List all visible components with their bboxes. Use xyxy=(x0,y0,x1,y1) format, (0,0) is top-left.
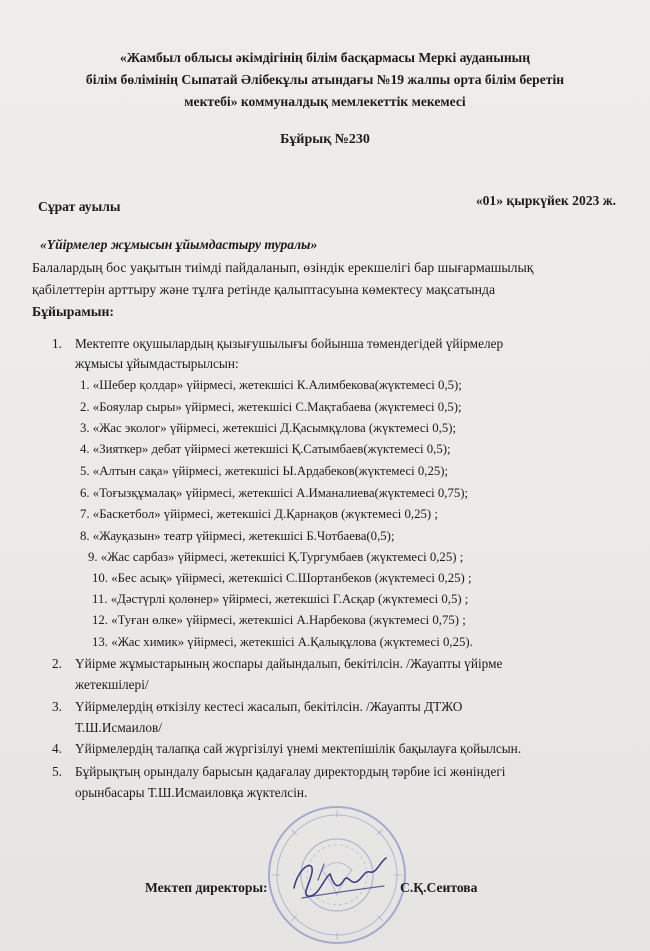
order-date: «01» қыркүйек 2023 ж. xyxy=(475,193,616,208)
club-item: 11. «Дәстүрлі қолөнер» үйірмесі, жетекшісі Г.Асқар (жүктемесі 0,5) ; xyxy=(92,592,469,606)
director-name: С.Қ.Сеитова xyxy=(400,880,478,895)
club-item: 12. «Туған өлке» үйірмесі, жетекшісі А.Нарбекова (жүктемесі 0,75) ; xyxy=(92,613,466,627)
item-text: Үйірмелердің талапқа сай жүргізілуі үнемі мектепішілік бақылауға қойылсын. xyxy=(75,741,522,756)
item-text: Бұйрықтың орындалу барысын қадағалау директордың тәрбие ісі жөніндегі xyxy=(75,764,506,779)
club-item: 9. «Жас сарбаз» үйірмесі, жетекшісі Қ.Тургумбаев (жүктемесі 0,25) ; xyxy=(88,550,464,564)
item-text: Үйірмелердің өткізілу кестесі жасалып, бекітілсін. /Жауапты ДТЖО xyxy=(75,699,463,714)
decree-word: Бұйырамын: xyxy=(32,304,115,319)
club-item: 10. «Бес асық» үйірмесі, жетекшісі С.Шортанбеков (жүктемесі 0,25) ; xyxy=(92,571,472,585)
club-item: 1. «Шебер қолдар» үйірмесі, жетекшісі К.Алимбекова(жүктемесі 0,5); xyxy=(80,378,462,392)
item-text: жұмысы ұйымдастырылсын: xyxy=(75,356,239,371)
header-line-2: білім бөлімінің Сыпатай Әлібекұлы атындағы №19 жалпы орта білім беретін xyxy=(85,72,565,87)
place-name: Сұрат ауылы xyxy=(38,199,121,214)
order-subject: «Үйірмелер жұмысын ұйымдастыру туралы» xyxy=(40,237,318,252)
header-line-1: «Жамбыл облысы әкімдігінің білім басқармасы Меркі ауданының xyxy=(119,50,531,65)
club-item: 8. «Жауқазын» театр үйірмесі, жетекшісі Б.Чотбаева(0,5); xyxy=(80,529,395,543)
item-text: Үйірме жұмыстарының жоспары дайындалып, бекітілсін. /Жауапты үйірме xyxy=(75,656,503,671)
intro-line-2: қабілеттерін арттыру және тұлға ретінде қалыптасуына көмектесу мақсатында xyxy=(32,282,496,297)
header-line-3: мектебі» коммуналдық мемлекеттік мекемесі xyxy=(184,94,466,109)
item-number: 2. xyxy=(52,656,62,671)
club-item: 3. «Жас эколог» үйірмесі, жетекшісі Д.Қасымқұлова (жүктемесі 0,5); xyxy=(80,421,457,435)
item-number: 4. xyxy=(52,741,62,756)
item-text: жетекшілері/ xyxy=(75,677,149,692)
order-title: Бұйрық №230 xyxy=(280,132,370,147)
club-item: 2. «Бояулар сыры» үйірмесі, жетекшісі С.Мақтабаева (жүктемесі 0,5); xyxy=(80,400,462,414)
item-number: 1. xyxy=(52,336,62,351)
intro-line-1: Балалардың бос уақытын тиімді пайдаланып, өзіндік ерекшелігі бар шығармашылық xyxy=(32,260,534,275)
club-item: 7. «Баскетбол» үйірмесі, жетекшісі Д.Қарнақов (жүктемесі 0,25) ; xyxy=(80,507,438,521)
item-number: 5. xyxy=(52,764,62,779)
item-text: Мектепте оқушылардың қызығушылығы бойынша төмендегідей үйірмелер xyxy=(75,336,504,351)
item-text: Т.Ш.Исмаилов/ xyxy=(75,720,162,735)
item-text: орынбасары Т.Ш.Исмаиловқа жүктелсін. xyxy=(75,785,308,800)
club-item: 13. «Жас химик» үйірмесі, жетекшісі А.Қалықұлова (жүктемесі 0,25). xyxy=(92,635,473,649)
club-item: 6. «Тоғызқұмалақ» үйірмесі, жетекшісі А.Иманалиева(жүктемесі 0,75); xyxy=(80,486,469,500)
director-title: Мектеп директоры: xyxy=(145,880,268,895)
club-item: 5. «Алтын сақа» үйірмесі, жетекшісі Ы.Ардабеков(жүктемесі 0,25); xyxy=(80,464,449,478)
item-number: 3. xyxy=(52,699,62,714)
club-item: 4. «Зияткер» дебат үйірмесі жетекшісі Қ.Сатымбаев(жүктемесі 0,5); xyxy=(80,442,451,456)
director-signature xyxy=(284,850,394,910)
